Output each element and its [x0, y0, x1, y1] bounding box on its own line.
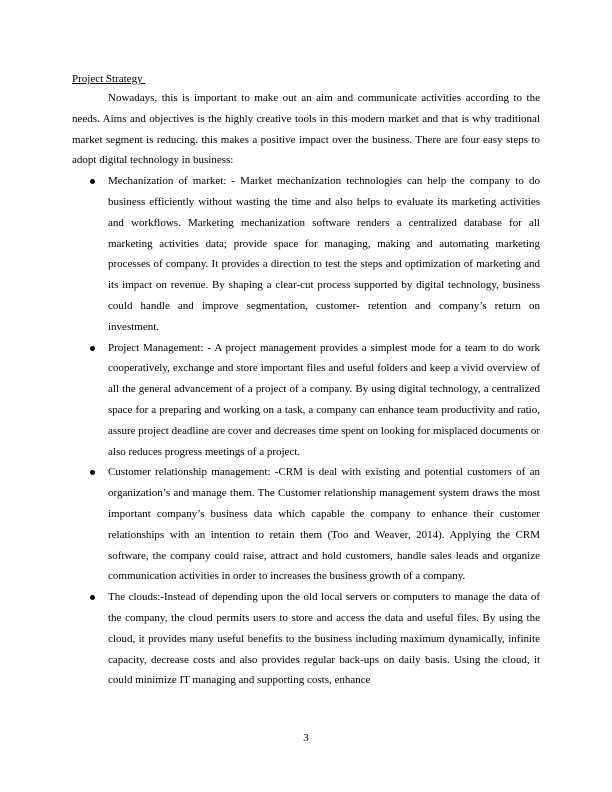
intro-paragraph: Nowadays, this is important to make out an aim and communicate activities according to the needs. Aims and objectives is the highly creative tools in this modern market and that is why traditional market segment is reducing. this makes a positive impact over the business. There are four easy steps to adopt digital technology in business:	[72, 92, 540, 167]
bullet-list	[72, 171, 540, 691]
bullet-item-market-mechanization	[72, 171, 540, 337]
bullet-text: Mechanization of market: - Market mechanization technologies can help the company to do business efficiently without wasting the time and also helps to evaluate its marketing activities and workflows. Marketing mechanization software renders a centralized database for all marketing activities data; provide space for managing, making and automating marketing processes of company. It provides a direction to test the steps and optimization of marketing and its impact on revenue. By shaping a clear-cut process supported by digital technology, business could handle and improve segmentation, customer- retention and company’s return on investment.	[108, 175, 540, 333]
section-heading: Project Strategy	[72, 73, 146, 85]
bullet-text: Customer relationship management: -CRM is deal with existing and potential customers of an organization’s and manage them. The Customer relationship management system draws the most important company’s business data which capable the company to enhance their customer relationships with an intention to retain them (Too and Weaver, 2014). Applying the CRM software, the company could raise, attract and hold customers, handle sales leads and organize communication activities in order to increases the business growth of a company.	[108, 466, 540, 583]
bullet-icon	[90, 595, 95, 600]
bullet-item-clouds	[72, 587, 540, 691]
bullet-text: The clouds:-Instead of depending upon the old local servers or computers to manage the data of the company, the cloud permits users to store and access the data and useful files. By using the cloud, it provides many useful benefits to the business including maximum dynamically, infinite capacity, decrease costs and also provides regular back-ups on daily basis. Using the cloud, it could minimize IT managing and supporting costs, enhance	[108, 591, 540, 687]
page-number: 3	[303, 732, 309, 744]
bullet-icon	[90, 470, 95, 475]
page-body	[72, 71, 540, 691]
bullet-item-crm	[72, 462, 540, 587]
bullet-text: Project Management: - A project management provides a simplest mode for a team to do work cooperatively, exchange and store important files and useful folders and keep a vivid overview of all the general advancement of a project of a company. By using digital technology, a centralized space for a preparing and working on a task, a company can enhance team productivity and ratio, assure project deadline are cover and decreases time spent on looking for misplaced documents or also reduces progress meetings of a project.	[108, 341, 540, 458]
bullet-icon	[90, 179, 95, 184]
bullet-icon	[90, 346, 95, 351]
bullet-item-project-management	[72, 338, 540, 463]
